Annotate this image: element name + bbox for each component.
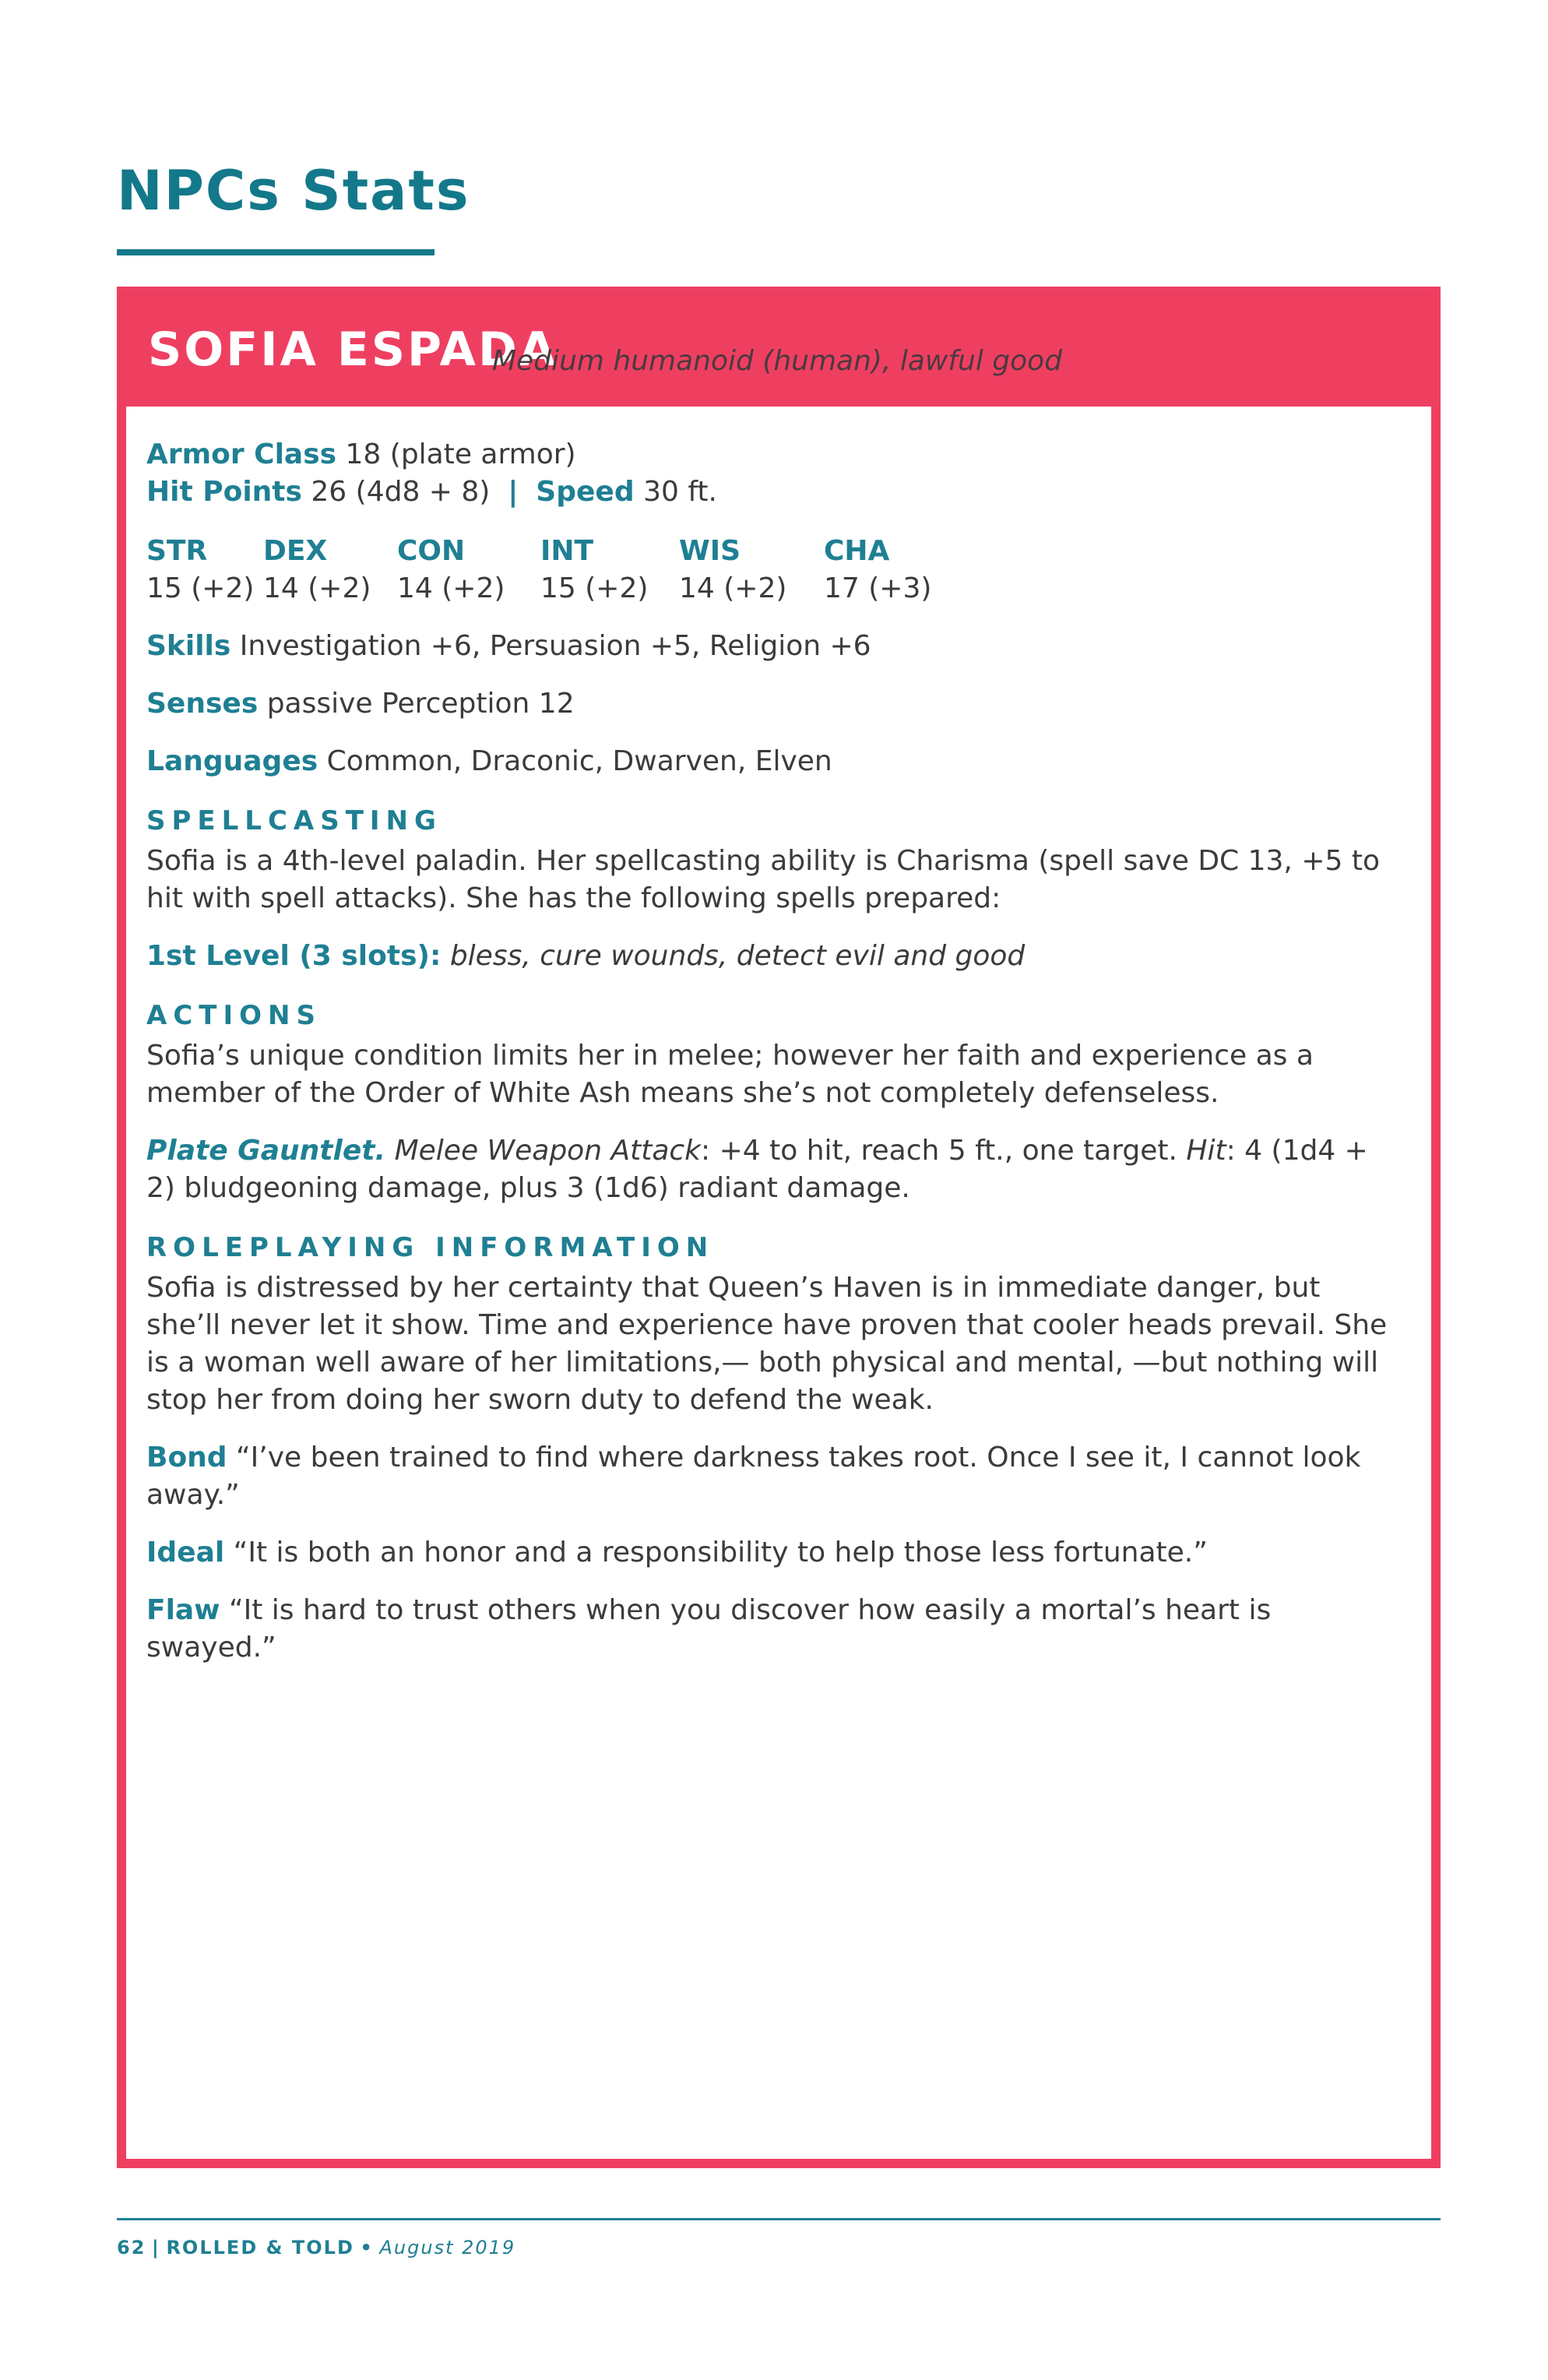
skills-value: Investigation +6, Persuasion +5, Religion +6 (239, 630, 871, 662)
page-number: 62 (117, 2237, 146, 2259)
armor-class-label: Armor Class (146, 438, 337, 470)
attack-type: Melee Weapon Attack (394, 1135, 702, 1167)
senses-value: passive Perception 12 (266, 688, 575, 720)
npc-name: SOFIA ESPADA (148, 322, 558, 377)
ability-value: 15 (+2) (146, 572, 255, 604)
ability-str (146, 533, 263, 607)
npc-statblock (117, 287, 1441, 2168)
skills-line (146, 628, 1400, 665)
speed-label: Speed (536, 476, 635, 508)
flaw-label: Flaw (146, 1594, 220, 1626)
ability-con (397, 533, 540, 607)
statblock-body (146, 436, 1400, 1667)
attack-name: Plate Gauntlet. (146, 1135, 386, 1167)
bond-line (146, 1439, 1400, 1514)
ideal-label: Ideal (146, 1537, 225, 1568)
spell-level-spells: bless, cure wounds, detect evil and good (449, 940, 1026, 972)
hit-points-line (146, 474, 1400, 511)
footer-separator: | (152, 2237, 160, 2259)
hit-label: Hit (1186, 1135, 1226, 1167)
ability-value: 14 (+2) (679, 572, 787, 604)
statblock-header (126, 296, 1431, 407)
bond-text: “I’ve been trained to find where darkness takes root. Once I see it, I cannot look away.” (146, 1442, 1361, 1511)
flaw-text: “It is hard to trust others when you discover how easily a mortal’s heart is swayed.” (146, 1594, 1272, 1664)
ability-dex (263, 533, 397, 607)
ideal-line (146, 1534, 1400, 1572)
spell-level-line (146, 938, 1400, 975)
roleplaying-heading: ROLEPLAYING INFORMATION (146, 1232, 715, 1263)
ability-name: INT (540, 535, 594, 567)
attack-mid: : +4 to hit, reach 5 ft., one target. (701, 1135, 1177, 1167)
hit-points-label: Hit Points (146, 476, 302, 508)
armor-class-value: 18 (plate armor) (345, 438, 576, 470)
footer-bullet: • (360, 2237, 374, 2259)
ideal-text: “It is both an honor and a responsibility to help those less fortunate.” (233, 1537, 1208, 1568)
armor-class-line (146, 436, 1400, 474)
languages-value: Common, Draconic, Dwarven, Elven (326, 745, 832, 777)
bond-label: Bond (146, 1442, 227, 1473)
actions-text: Sofia’s unique condition limits her in melee; however her faith and experience as a member of the Order of White Ash means she’s not completely defenseless. (146, 1040, 1314, 1109)
footer-rule (117, 2218, 1441, 2220)
issue-date: August 2019 (379, 2237, 516, 2259)
ability-name: WIS (679, 535, 741, 567)
page-title: NPCs Stats (117, 159, 470, 223)
spell-level-label: 1st Level (3 slots): (146, 940, 442, 972)
publication-name: ROLLED & TOLD (166, 2237, 354, 2259)
actions-heading: ACTIONS (146, 1000, 322, 1031)
languages-line (146, 743, 1400, 780)
attack-line (146, 1132, 1400, 1207)
ability-value: 15 (+2) (540, 572, 649, 604)
stat-separator: | (508, 476, 519, 508)
skills-label: Skills (146, 630, 231, 662)
speed-value: 30 ft. (643, 476, 717, 508)
flaw-line (146, 1592, 1400, 1667)
ability-name: CON (397, 535, 466, 567)
ability-value: 17 (+3) (824, 572, 932, 604)
ability-cha (824, 533, 964, 607)
spellcasting-heading: SPELLCASTING (146, 805, 442, 836)
ability-scores (146, 533, 1400, 607)
npc-type: Medium humanoid (human), lawful good (492, 345, 1063, 377)
spellcasting-text: Sofia is a 4th-level paladin. Her spellcasting ability is Charisma (spell save DC 13, +5 to hit with spell attacks). She has the following spells prepared: (146, 845, 1380, 914)
ability-wis (679, 533, 824, 607)
ability-int (540, 533, 679, 607)
senses-line (146, 685, 1400, 723)
page-footer (117, 2237, 515, 2259)
hit-text: : 4 (1d4 + 2) bludgeoning damage, plus 3 (1d6) radiant damage. (146, 1135, 1368, 1204)
title-underline (117, 249, 434, 255)
ability-name: STR (146, 535, 208, 567)
roleplaying-text: Sofia is distressed by her certainty that Queen’s Haven is in immediate danger, but she’ll never let it show. Time and experience have proven that cooler heads prevail. She is a woman well aware of her limitations,— both physical and mental, —but nothing will stop her from doing her sworn duty to defend the weak. (146, 1272, 1388, 1416)
ability-value: 14 (+2) (397, 572, 505, 604)
ability-name: CHA (824, 535, 890, 567)
senses-label: Senses (146, 688, 259, 720)
ability-name: DEX (263, 535, 328, 567)
languages-label: Languages (146, 745, 318, 777)
ability-value: 14 (+2) (263, 572, 371, 604)
hit-points-value: 26 (4d8 + 8) (311, 476, 491, 508)
